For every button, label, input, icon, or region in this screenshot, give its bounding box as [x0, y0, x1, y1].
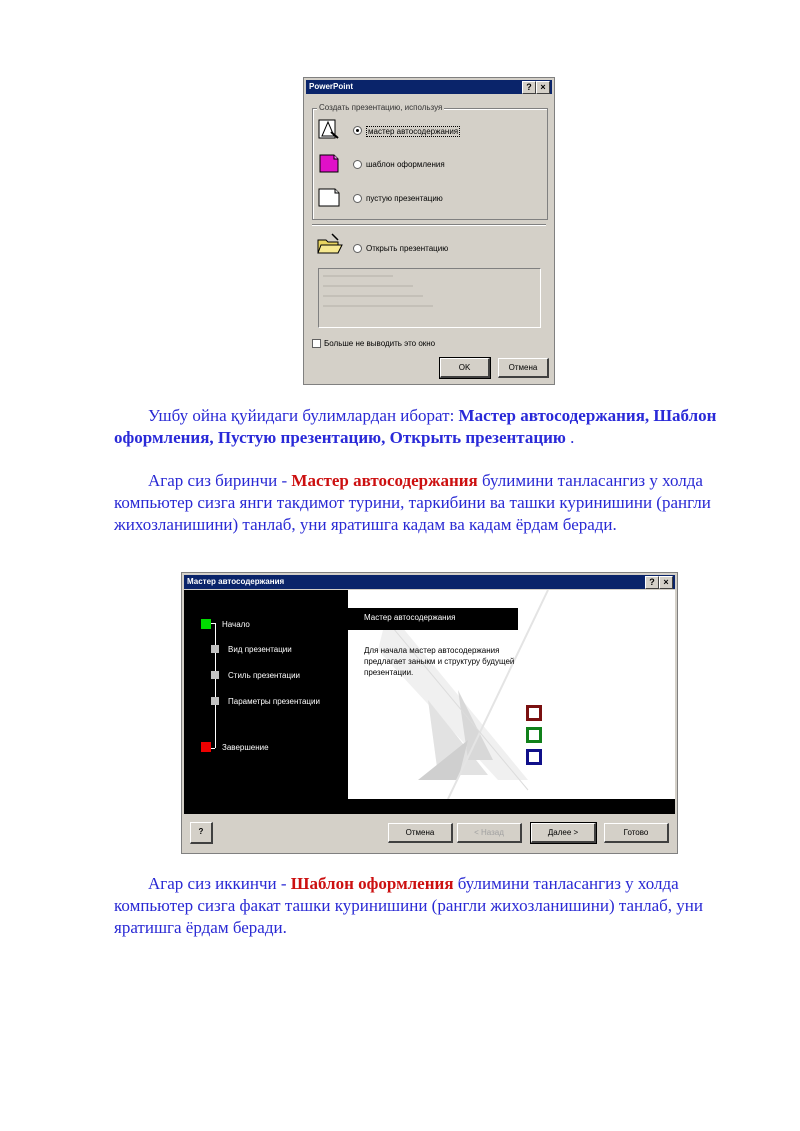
paragraph-1: Ушбу ойна қуйидаги булимлардан иборат: Мастер автосодержания, Шаблон оформления, Пустую презентацию, Открыть презентацию .	[114, 406, 717, 447]
group-label: Создать презентацию, используя	[319, 103, 443, 112]
wizard-help-icon-button[interactable]: ?	[190, 822, 213, 844]
step-finish-marker	[201, 742, 211, 752]
wizard-icon	[316, 118, 342, 140]
wizard-finish-button[interactable]: Готово	[604, 823, 669, 843]
step-style[interactable]: Стиль презентации	[228, 671, 301, 680]
step-start[interactable]: Начало	[222, 620, 250, 629]
wizard-header: Мастер автосодержания	[364, 613, 456, 622]
option-wizard-label[interactable]: мастер автосодержания	[368, 127, 459, 136]
cancel-button[interactable]: Отмена	[498, 358, 549, 378]
content-bottom-strip	[348, 799, 675, 814]
close-button[interactable]: ×	[536, 81, 550, 94]
wizard-next-button[interactable]: Далее >	[531, 823, 596, 843]
option-open-label[interactable]: Открыть презентацию	[366, 244, 449, 253]
blank-presentation-icon	[316, 186, 342, 208]
step-type[interactable]: Вид презентации	[228, 645, 292, 654]
sections-list: Мастер автосодержания, Шаблон оформления, Пустую презентацию, Открыть презентацию	[114, 406, 717, 447]
red-square-icon	[526, 705, 542, 721]
dont-show-label: Больше не выводить это окно	[324, 339, 436, 348]
wizard-titlebar	[184, 575, 675, 589]
ok-button[interactable]: OK	[440, 358, 490, 378]
radio-blank[interactable]	[353, 194, 362, 203]
step-style-marker	[211, 671, 219, 679]
wizard-term: Мастер автосодержания	[291, 471, 478, 490]
green-square-icon	[526, 727, 542, 743]
wizard-help-button[interactable]: ?	[645, 576, 659, 589]
powerpoint-dialog	[303, 77, 555, 385]
autocontent-wizard-dialog	[181, 572, 678, 854]
recent-files-list[interactable]	[318, 268, 541, 328]
step-finish[interactable]: Завершение	[222, 743, 269, 752]
radio-template[interactable]	[353, 160, 362, 169]
step-options-marker	[211, 697, 219, 705]
wizard-description: Для начала мастер автосодержания предлагает заныкм и структуру будущей презентации.	[364, 646, 515, 677]
paragraph-2: Агар сиз биринчи - Мастер автосодержания булимини танласангиз у холда компьютер сизга янги такдимот турини, таркибини ва ташки куринишини (рангли жихозланишини) танлаб, уни яратишга кадам ва кадам ёрдам беради.	[114, 471, 711, 534]
help-button[interactable]: ?	[522, 81, 536, 94]
blue-square-icon	[526, 749, 542, 765]
wizard-cancel-button[interactable]: Отмена	[388, 823, 453, 843]
step-start-marker	[201, 619, 211, 629]
template-term: Шаблон оформления	[290, 874, 454, 893]
paragraph-3: Агар сиз иккинчи - Шаблон оформления булимини танласангиз у холда компьютер сизга факат ташки куринишини (рангли жихозланишини) танлаб, уни яратишга ёрдам беради.	[114, 874, 704, 937]
wizard-back-button[interactable]: < Назад	[457, 823, 522, 843]
wizard-content-panel	[348, 590, 675, 799]
wizard-title: Мастер автосодержания	[187, 577, 285, 586]
dont-show-checkbox[interactable]	[312, 339, 321, 348]
divider	[312, 224, 546, 226]
dialog-titlebar	[306, 80, 552, 94]
steps-connector	[215, 623, 216, 748]
open-folder-icon	[316, 232, 344, 256]
design-template-icon	[316, 152, 342, 174]
wizard-close-button[interactable]: ×	[659, 576, 673, 589]
dialog-title: PowerPoint	[309, 82, 354, 91]
wizard-steps-panel	[184, 590, 348, 814]
option-blank-label[interactable]: пустую презентацию	[366, 194, 443, 203]
step-options[interactable]: Параметры презентации	[228, 697, 320, 706]
step-type-marker	[211, 645, 219, 653]
radio-wizard[interactable]	[353, 126, 362, 135]
option-template-label[interactable]: шаблон оформления	[366, 160, 445, 169]
radio-open[interactable]	[353, 244, 362, 253]
